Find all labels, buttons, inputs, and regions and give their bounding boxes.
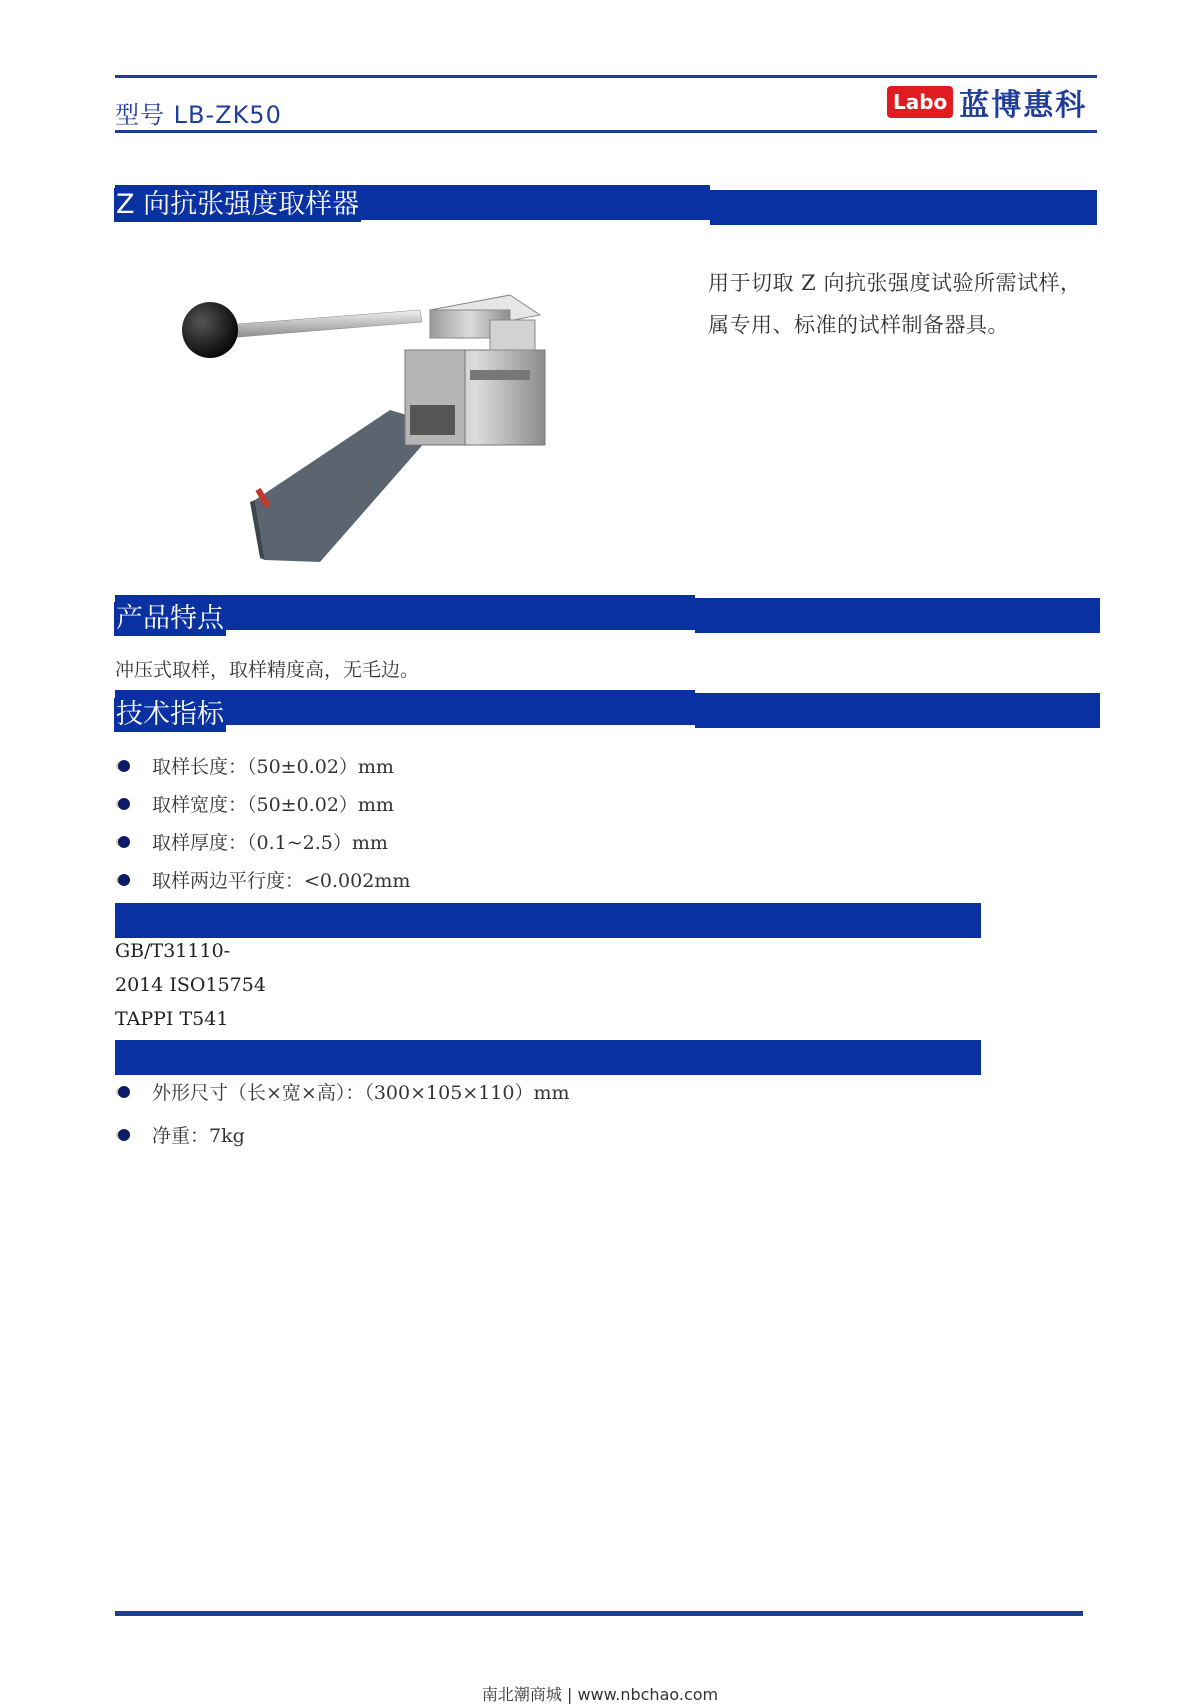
bullet-icon xyxy=(118,760,130,772)
dimension-item-text: 外形尺寸（长×宽×高）：（300×105×110）mm xyxy=(152,1082,570,1104)
product-image xyxy=(180,290,580,570)
dimension-item xyxy=(118,1121,245,1148)
dimension-item xyxy=(118,1078,570,1105)
bullet-icon xyxy=(118,798,130,810)
footer-rule xyxy=(115,1611,1083,1616)
features-text: 冲压式取样，取样精度高，无毛边。 xyxy=(115,659,420,681)
bullet-icon xyxy=(118,1129,130,1141)
footer-site-url[interactable]: www.nbchao.com xyxy=(577,1685,719,1704)
brand-logo xyxy=(887,84,1088,123)
header-bottom-rule xyxy=(115,130,1097,133)
spec-item xyxy=(118,752,394,779)
spec-item-text: 取样厚度：（0.1~2.5）mm xyxy=(152,832,388,854)
standard-line: GB/T31110- xyxy=(115,940,231,962)
footer-separator: | xyxy=(566,1685,573,1704)
spec-item xyxy=(118,828,388,855)
labo-logo: Labo xyxy=(887,86,953,118)
spec-item xyxy=(118,790,394,817)
section-bar-features-ext xyxy=(695,598,1100,633)
spec-item-text: 取样两边平行度：<0.002mm xyxy=(152,870,411,892)
footer-site-name: 南北潮商城 xyxy=(481,1685,562,1704)
model-number: 型号 LB-ZK50 xyxy=(115,101,282,129)
bullet-icon xyxy=(118,836,130,848)
section-bar-standards xyxy=(115,903,981,938)
section-title-product: Z 向抗张强度取样器 xyxy=(116,189,360,220)
bullet-icon xyxy=(118,1086,130,1098)
footer xyxy=(0,1682,1200,1705)
spec-item xyxy=(118,866,410,893)
spec-item-text: 取样长度：（50±0.02）mm xyxy=(152,756,394,778)
dimension-item-text: 净重：7kg xyxy=(152,1125,245,1147)
section-bar-specs-ext xyxy=(695,693,1100,728)
product-description: 用于切取 Z 向抗张强度试验所需试样，属专用、标准的试样制备器具。 xyxy=(708,271,1082,337)
brand-name: 蓝博惠科 xyxy=(959,88,1088,123)
header-top-rule xyxy=(115,75,1097,78)
bullet-icon xyxy=(118,874,130,886)
section-bar-product-ext xyxy=(710,190,1097,225)
standard-line: TAPPI T541 xyxy=(115,1008,229,1030)
spec-item-text: 取样宽度：（50±0.02）mm xyxy=(152,794,394,816)
section-bar-dimensions xyxy=(115,1040,981,1075)
section-title-specs: 技术指标 xyxy=(116,699,224,730)
standard-line: 2014 ISO15754 xyxy=(115,974,266,996)
section-title-features: 产品特点 xyxy=(116,603,224,634)
